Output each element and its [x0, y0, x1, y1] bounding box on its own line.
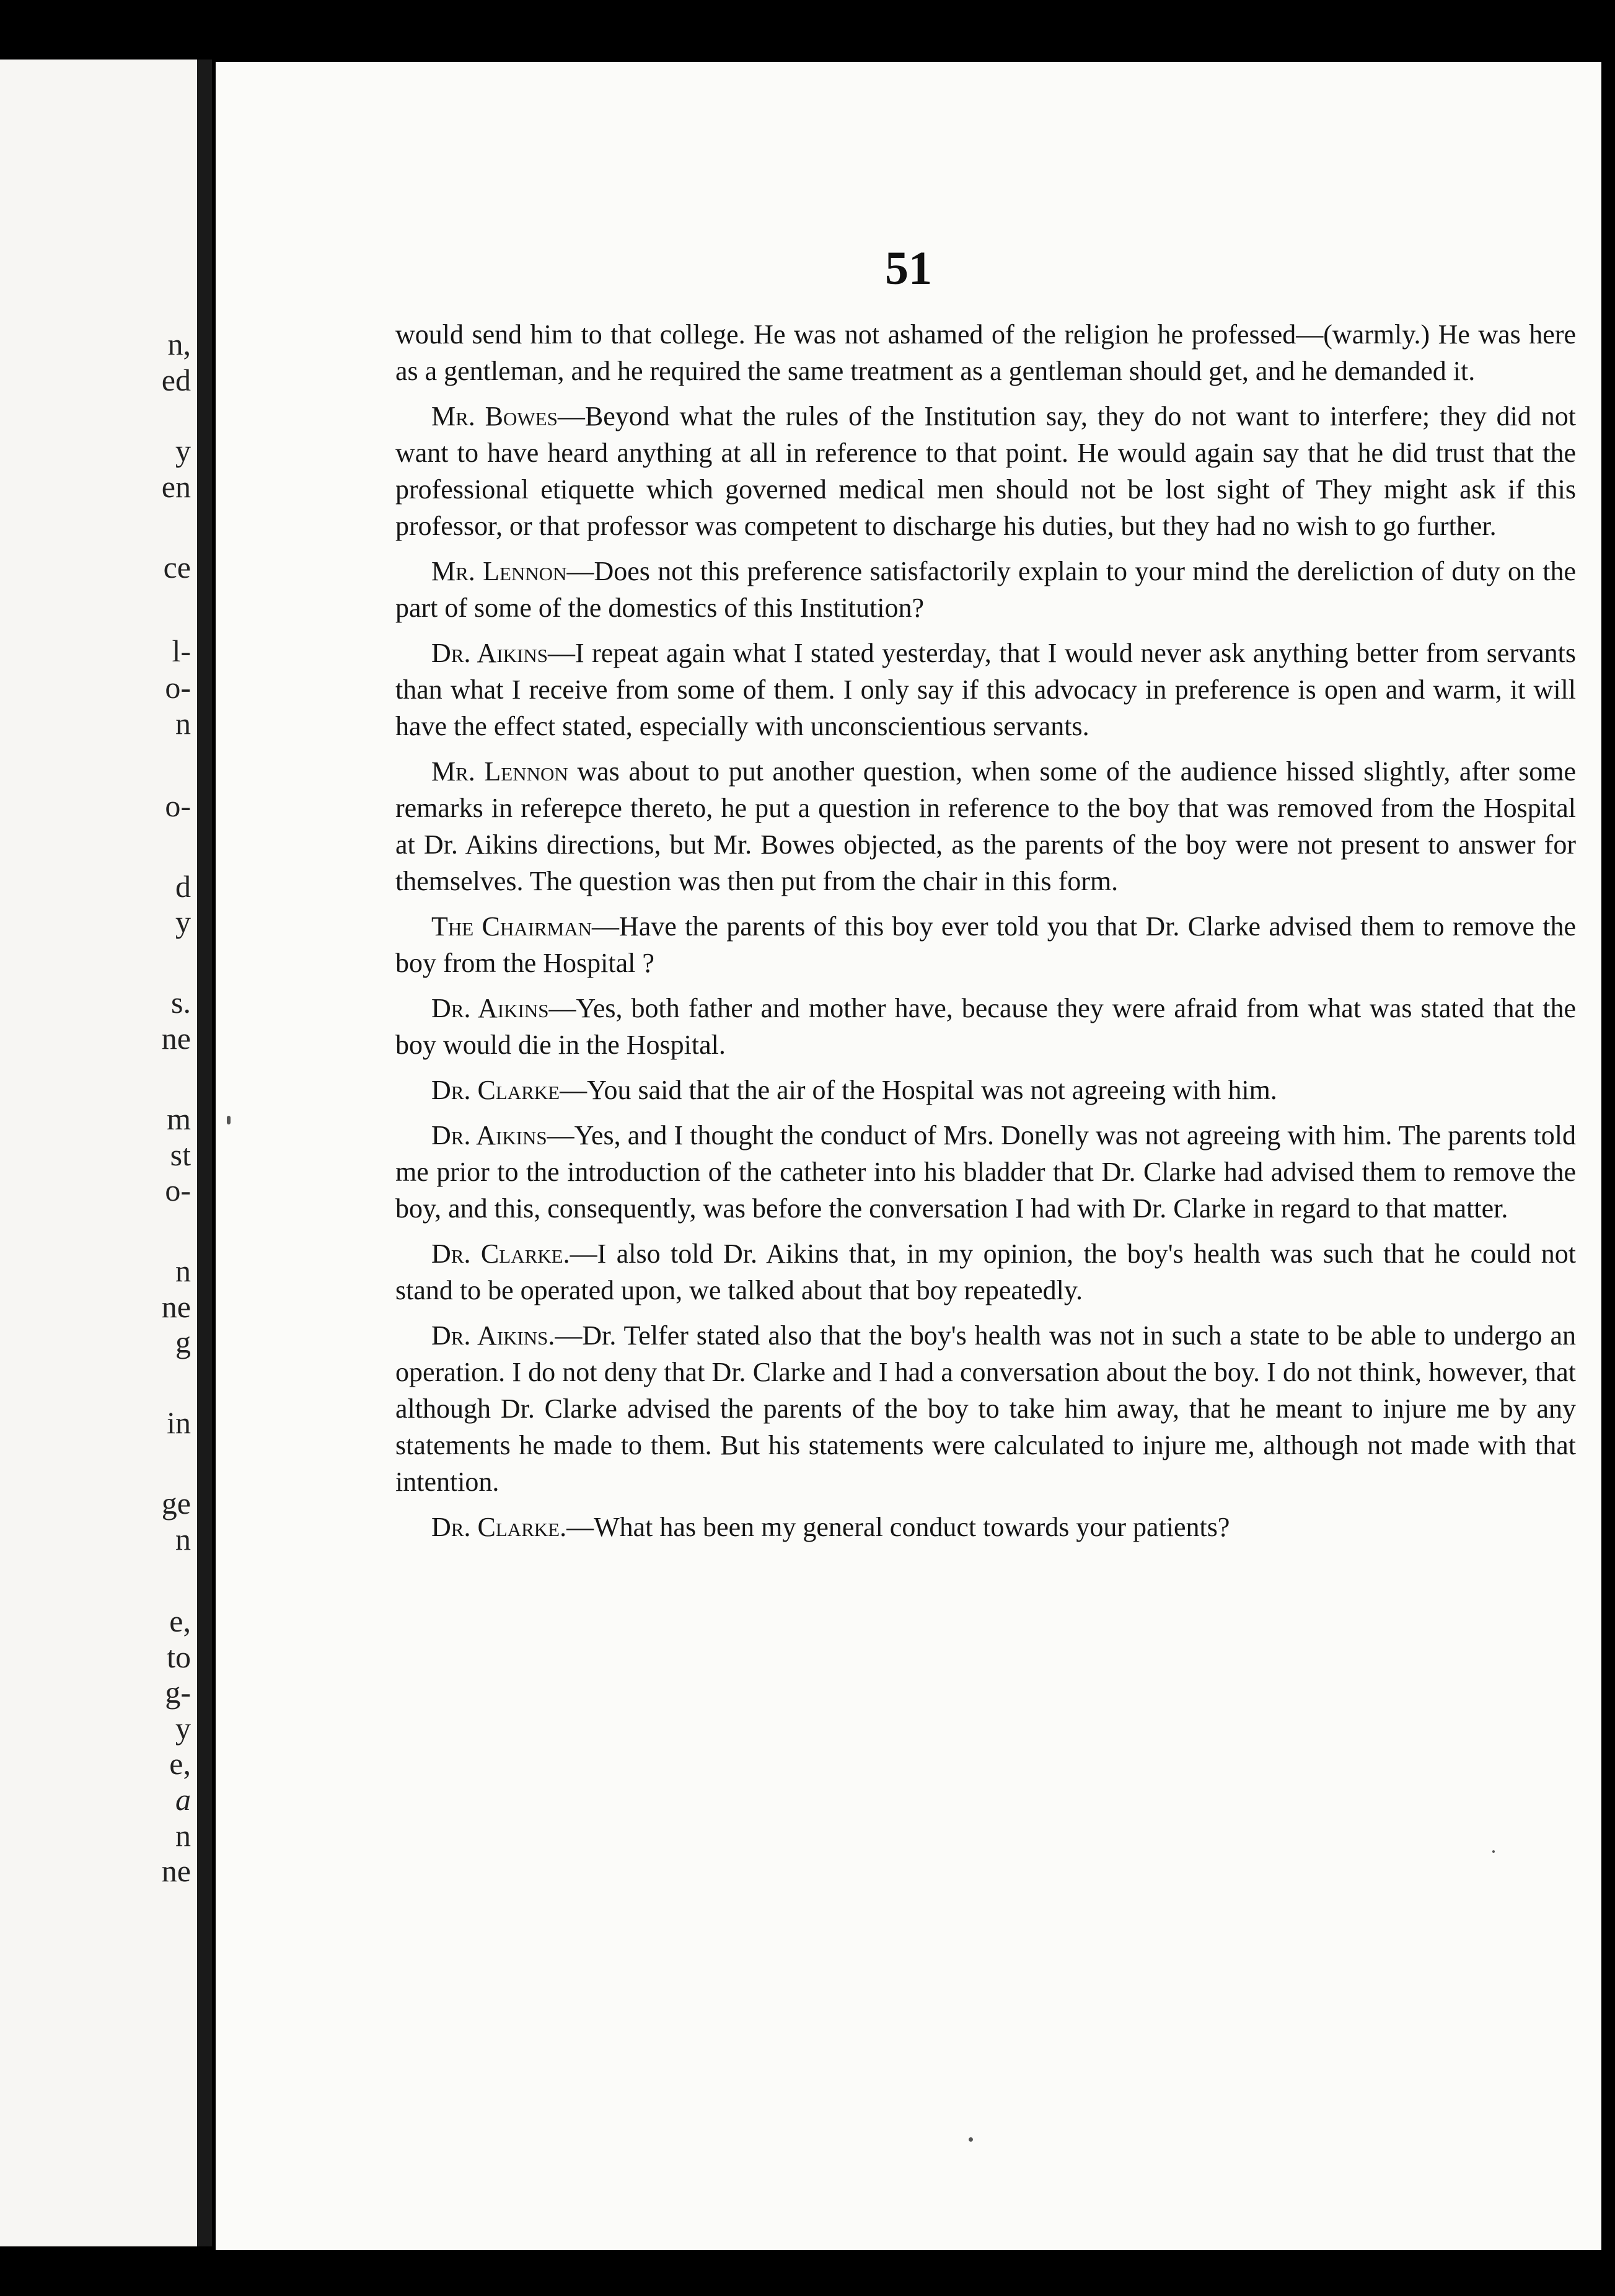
page-body [395, 316, 1576, 1554]
paragraph-text: —I repeat again what I stated yesterday, that I would never ask anything better from servants than what I receive from some of them. I only say if this advocacy in preference is open and warm, it will have the effect stated, especially with unconscientious servants. [395, 638, 1576, 741]
paragraph [395, 990, 1576, 1063]
book-gutter [197, 60, 212, 2246]
speaker-name: The Chairman [431, 911, 592, 942]
facing-page-text: y [175, 904, 191, 939]
facing-page-text: ne [161, 1021, 191, 1056]
facing-page-text: n [175, 1818, 191, 1853]
speaker-name: Dr. Aikins [431, 638, 548, 668]
facing-page-text: ne [161, 1853, 191, 1888]
paragraph-text: —Does not this preference satisfactorily explain to your mind the dereliction of duty on the part of some of the domestics of this Institution? [395, 556, 1576, 623]
scan-speck [1492, 1850, 1495, 1853]
paragraph-text: —What has been my general conduct towards your patients? [566, 1512, 1230, 1542]
paragraph [395, 398, 1576, 544]
page-number: 51 [885, 242, 932, 294]
speaker-name: Dr. Aikins [431, 993, 549, 1023]
facing-page-text: o- [165, 1173, 191, 1208]
facing-page-text: y [175, 433, 191, 468]
facing-page-text: n [175, 706, 191, 741]
paragraph-text: —Beyond what the rules of the Institution say, they do not want to interfere; they did not want to have heard anything at all in reference to that point. He would again say that he did trust that the professional etiquette which governed medical men should not be lost sight of They might ask if this professor, or that professor was competent to discharge his duties, but they had no wish to go further. [395, 401, 1576, 541]
facing-page-text: s. [171, 985, 191, 1020]
speaker-name: Mr. Bowes [431, 401, 558, 431]
paragraph-text: —Dr. Telfer stated also that the boy's health was not in such a state to be able to undergo an operation. I do not deny that Dr. Clarke and I had a conversation about the boy. I do not think, however, that although Dr. Clarke advised the parents of the boy to take him away, that he meant to injure me by any statements he made to them. But his statements were calculated to injure me, although not made with that intention. [395, 1320, 1576, 1497]
paragraph-text: —Have the parents of this boy ever told you that Dr. Clarke advised them to remove the boy from the Hospital ? [395, 911, 1576, 978]
facing-page-text: en [161, 469, 191, 504]
paragraph-text: —Yes, and I thought the conduct of Mrs. Donelly was not agreeing with him. The parents told me prior to the introduction of the catheter into his bladder that Dr. Clarke had advised them to remove the boy, and this, consequently, was before the conversation I had with Dr. Clarke in regard to that matter. [395, 1120, 1577, 1224]
book-page [216, 62, 1601, 2250]
facing-page-text: st [170, 1137, 191, 1172]
paragraph [395, 1509, 1576, 1545]
paragraph-text: would send him to that college. He was not ashamed of the religion he professed—(warmly.) He was here as a gentleman, and he required the same treatment as a gentleman should get, and he demanded it. [395, 319, 1576, 386]
speaker-name: Dr. Clarke. [431, 1512, 567, 1542]
facing-page-text: l- [172, 634, 191, 668]
facing-page-text: n, [167, 327, 191, 361]
facing-page-text: ed [161, 363, 191, 397]
paragraph-text: —Yes, both father and mother have, because they were afraid from what was stated that the boy would die in the Hospital. [395, 993, 1576, 1060]
scan-speck [969, 2137, 973, 2142]
facing-page-text: g- [165, 1675, 191, 1710]
facing-page-text: y [175, 1711, 191, 1746]
paragraph [395, 316, 1576, 389]
speaker-name: Dr. Aikins [431, 1120, 547, 1150]
paragraph [395, 1317, 1576, 1500]
speaker-name: Mr. Lennon [431, 556, 567, 586]
scan-speck [227, 1116, 231, 1124]
paragraph-text: —You said that the air of the Hospital was not agreeing with him. [560, 1075, 1277, 1105]
speaker-name: Dr. Clarke [431, 1075, 560, 1105]
facing-page-text: ce [163, 550, 191, 585]
facing-page-text: n [175, 1522, 191, 1556]
speaker-name: Dr. Clarke. [431, 1239, 570, 1269]
facing-page-text: m [167, 1102, 191, 1136]
paragraph [395, 635, 1576, 744]
facing-page-text: a [175, 1782, 191, 1817]
paragraph-text: was about to put another question, when some of the audience hissed slightly, after some remarks in referepce thereto, he put a question in reference to the boy that was removed from the Hospital at Dr. Aikins directions, but Mr. Bowes objected, as the parents of the boy were not present to answer for themselves. The question was then put from the chair in this form. [395, 756, 1576, 896]
facing-page-text: e, [169, 1604, 191, 1638]
paragraph [395, 1235, 1576, 1309]
facing-page-text: e, [169, 1746, 191, 1781]
facing-page-text: in [167, 1405, 191, 1440]
paragraph [395, 1072, 1576, 1108]
facing-page-text: ge [161, 1486, 191, 1521]
facing-page-text: to [167, 1640, 191, 1674]
paragraph [395, 908, 1576, 981]
paragraph [395, 553, 1576, 626]
speaker-name: Dr. Aikins. [431, 1320, 555, 1351]
facing-page-text: g [175, 1325, 191, 1359]
facing-page-fragment [0, 60, 197, 2246]
paragraph [395, 1117, 1576, 1227]
speaker-name: Mr. Lennon [431, 756, 568, 787]
facing-page-text: ne [161, 1289, 191, 1324]
facing-page-text: d [175, 869, 191, 904]
paragraph [395, 753, 1576, 899]
paragraph-text: —I also told Dr. Aikins that, in my opinion, the boy's health was such that he could not stand to be operated upon, we talked about that boy repeatedly. [395, 1239, 1577, 1305]
facing-page-text: o- [165, 788, 191, 823]
facing-page-text: o- [165, 670, 191, 705]
facing-page-text: n [175, 1253, 191, 1288]
